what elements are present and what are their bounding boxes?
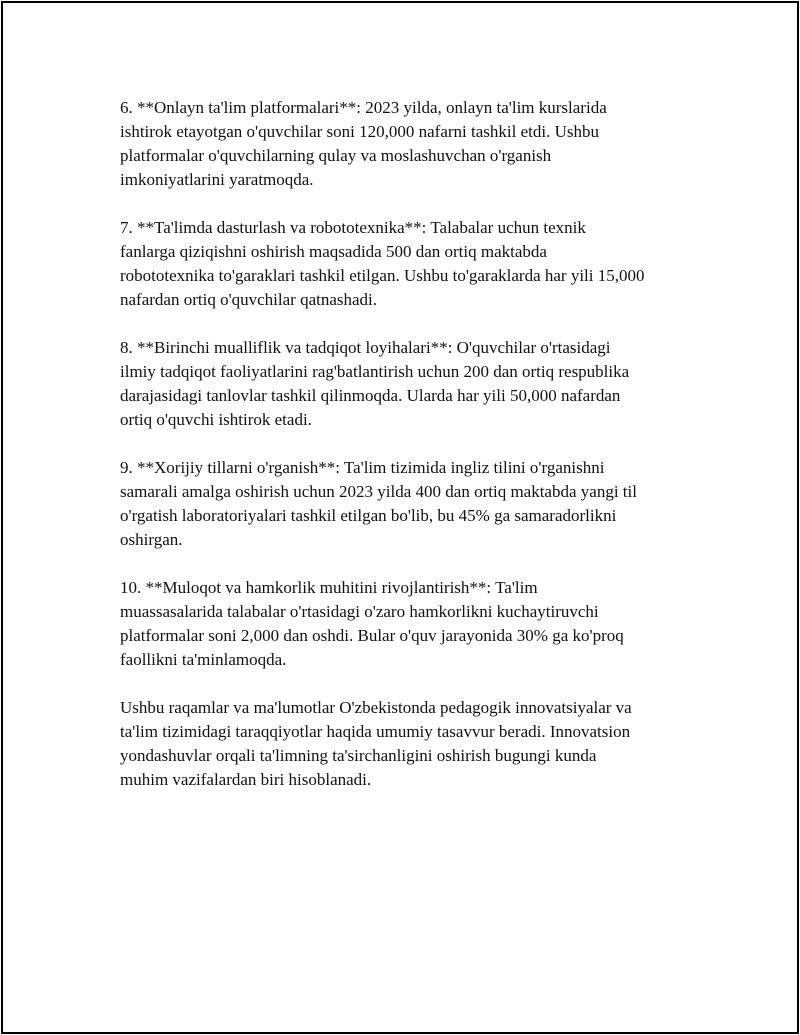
text-line: 6. **Onlayn ta'lim platformalari**: 2023 yilda, onlayn ta'lim kurslarida — [120, 98, 607, 117]
text-line: muassasalarida talabalar o'rtasidagi o'zaro hamkorlikni kuchaytiruvchi — [120, 602, 599, 621]
text-line: 8. **Birinchi mualliflik va tadqiqot loyihalari**: O'quvchilar o'rtasidagi — [120, 338, 611, 357]
text-line: ta'lim tizimidagi taraqqiyotlar haqida umumiy tasavvur beradi. Innovatsion — [120, 722, 631, 741]
paragraph-item-6 — [120, 96, 680, 192]
paragraph-item-7 — [120, 216, 680, 312]
paragraph-item-10 — [120, 576, 680, 672]
text-line: 10. **Muloqot va hamkorlik muhitini rivojlantirish**: Ta'lim — [120, 578, 538, 597]
document-page — [1, 1, 799, 1034]
text-line: o'rgatish laboratoriyalari tashkil etilgan bo'lib, bu 45% ga samaradorlikni — [120, 506, 617, 525]
paragraph-item-9 — [120, 456, 680, 552]
text-line: 9. **Xorijiy tillarni o'rganish**: Ta'lim tizimida ingliz tilini o'rganishni — [120, 458, 605, 477]
text-line: oshirgan. — [120, 530, 183, 549]
text-line: ishtirok etayotgan o'quvchilar soni 120,000 nafarni tashkil etdi. Ushbu — [120, 122, 599, 141]
text-line: darajasidagi tanlovlar tashkil qilinmoqda. Ularda har yili 50,000 nafardan — [120, 386, 621, 405]
text-line: fanlarga qiziqishni oshirish maqsadida 500 dan ortiq maktabda — [120, 242, 547, 261]
text-line: platformalar soni 2,000 dan oshdi. Bular o'quv jarayonida 30% ga ko'proq — [120, 626, 624, 645]
document-body — [120, 96, 680, 816]
text-line: ilmiy tadqiqot faoliyatlarini rag'batlantirish uchun 200 dan ortiq respublika — [120, 362, 630, 381]
text-line: platformalar o'quvchilarning qulay va moslashuvchan o'rganish — [120, 146, 552, 165]
text-line: muhim vazifalardan biri hisoblanadi. — [120, 770, 372, 789]
text-line: Ushbu raqamlar va ma'lumotlar O'zbekistonda pedagogik innovatsiyalar va — [120, 698, 632, 717]
paragraph-conclusion — [120, 696, 680, 792]
text-line: nafardan ortiq o'quvchilar qatnashadi. — [120, 290, 378, 309]
text-line: 7. **Ta'limda dasturlash va robototexnika**: Talabalar uchun texnik — [120, 218, 586, 237]
text-line: yondashuvlar orqali ta'limning ta'sirchanligini oshirish bugungi kunda — [120, 746, 597, 765]
text-line: samarali amalga oshirish uchun 2023 yilda 400 dan ortiq maktabda yangi til — [120, 482, 637, 501]
text-line: imkoniyatlarini yaratmoqda. — [120, 170, 314, 189]
text-line: ortiq o'quvchi ishtirok etadi. — [120, 410, 312, 429]
text-line: robototexnika to'garaklari tashkil etilgan. Ushbu to'garaklarda har yili 15,000 — [120, 266, 645, 285]
paragraph-item-8 — [120, 336, 680, 432]
text-line: faollikni ta'minlamoqda. — [120, 650, 287, 669]
